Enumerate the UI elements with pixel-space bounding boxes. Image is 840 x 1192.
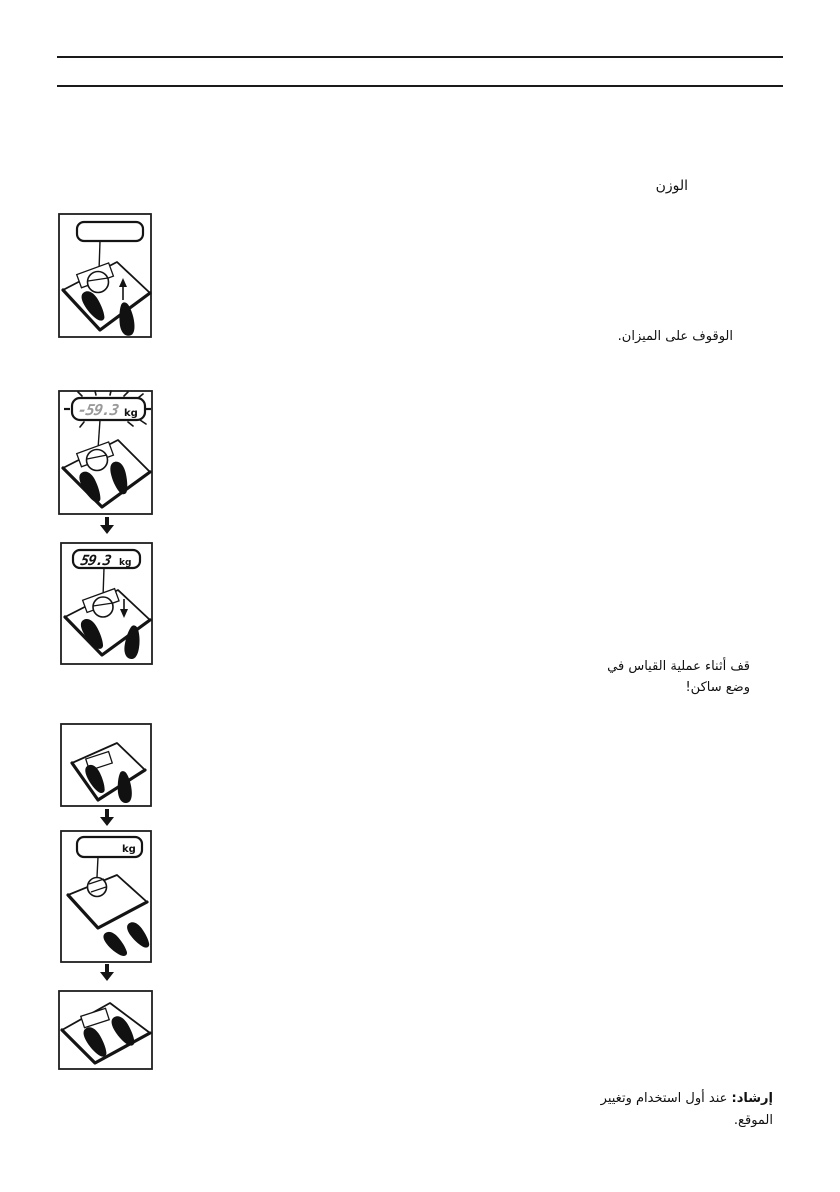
header-rule-bottom: [57, 85, 783, 87]
down-arrow-icon: [95, 517, 119, 539]
note-first-use: [601, 1088, 773, 1132]
down-arrow-icon: [95, 964, 119, 986]
caption-stand-still-line1: قف أثناء عملية القياس في: [607, 659, 750, 674]
note-line1: [601, 1088, 773, 1110]
figure-blinking-display: [58, 390, 153, 515]
note-line1-rest: عند أول استخدام وتغيير: [600, 1091, 732, 1106]
figure-weight-result: [60, 542, 153, 665]
weight-value: 59.3: [79, 553, 112, 569]
caption-stand-on-scale: الوقوف على الميزان.: [617, 329, 733, 344]
magnifier-circle: [88, 878, 107, 897]
magnifier-circle: [88, 272, 109, 293]
magnifier-circle: [87, 450, 108, 471]
down-arrow-icon: [95, 809, 119, 831]
note-line2: الموقع.: [733, 1113, 773, 1128]
figure-empty-display-kg: [60, 830, 152, 963]
unit-label: kg: [119, 558, 132, 568]
section-heading-weight: الوزن: [655, 178, 688, 194]
magnifier-circle: [93, 597, 113, 617]
callout-stem: [97, 857, 98, 877]
weight-value-blinking: -59.3: [76, 401, 120, 419]
unit-label: kg: [122, 844, 136, 855]
caption-stand-still-line2: وضع ساكن!: [685, 680, 750, 695]
header-rule-top: [57, 56, 783, 58]
figure-step-on-switch: [60, 723, 152, 807]
display-bubble-empty: [77, 222, 143, 241]
figure-step-on-scale: [58, 213, 152, 338]
note-label: إرشاد:: [731, 1091, 773, 1106]
caption-stand-still: [607, 656, 750, 698]
figure-standing-on-scale: [58, 990, 153, 1070]
unit-label: kg: [124, 408, 138, 419]
